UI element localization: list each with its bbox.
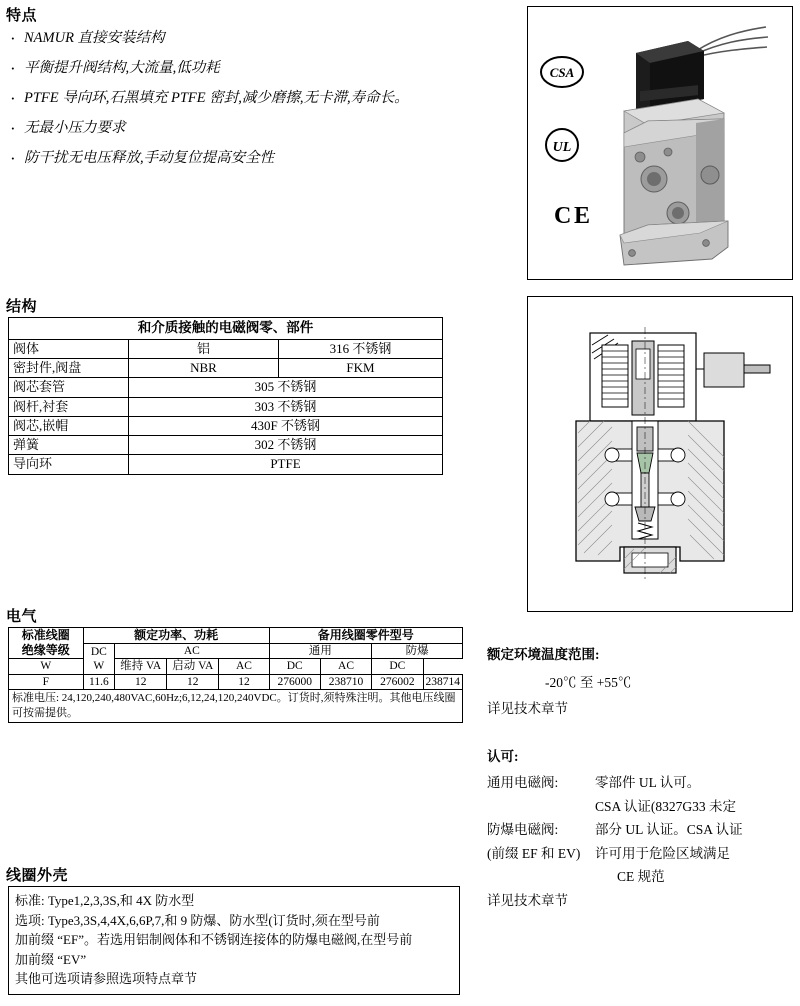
approval-label — [487, 796, 595, 818]
table-row — [9, 674, 463, 689]
solenoid-valve-photo — [528, 7, 792, 279]
col-header-general-ac: AC — [219, 659, 269, 674]
col-header-ac: AC — [115, 644, 269, 659]
col-header-ac-w: W — [9, 659, 84, 674]
cell-value: PTFE — [129, 455, 443, 474]
table-row — [9, 436, 443, 455]
list-item: · PTFE 导向环,石黑填充 PTFE 密封,减少磨擦,无卡滞,寿命长。 — [10, 88, 490, 109]
cell-ex-ac: 276002 — [372, 674, 423, 689]
table-row — [9, 397, 443, 416]
ambient-reference: 详见技术章节 — [487, 701, 568, 716]
cell-value: 铝 — [129, 339, 279, 358]
features-list — [10, 28, 490, 178]
cell-ac-w: 12 — [115, 674, 167, 689]
cell-value: 302 不锈钢 — [129, 436, 443, 455]
approval-label — [487, 866, 595, 888]
cell-inrush-va: 12 — [219, 674, 269, 689]
cell-value: 316 不锈钢 — [279, 339, 443, 358]
cell-general-ac: 276000 — [269, 674, 320, 689]
list-item: · 平衡提升阀结构,大流量,低功耗 — [10, 58, 490, 79]
electrical-note: 标准电压: 24,120,240,480VAC,60Hz;6,12,24,120,240VDC。订货时,须特殊注明。其他电压线圈可按需提供。 — [9, 690, 463, 723]
col-header-general: 通用 — [269, 644, 372, 659]
structure-table — [8, 317, 443, 475]
approval-label: 通用电磁阀: — [487, 775, 559, 790]
col-header-explosion: 防爆 — [372, 644, 463, 659]
coil-housing-heading: 线圈外壳 — [6, 867, 69, 884]
table-row — [9, 318, 443, 340]
structure-table-title: 和介质接触的电磁阀零、部件 — [9, 318, 443, 340]
table-row — [9, 659, 463, 674]
structure-heading: 结构 — [6, 298, 38, 315]
row-label: 阀体 — [9, 339, 129, 358]
row-label: 阀杆,衬套 — [9, 397, 129, 416]
row-label: 阀芯套管 — [9, 378, 129, 397]
approval-label: 防爆电磁阀: — [487, 822, 559, 838]
approvals-reference: 详见技术章节 — [487, 893, 568, 908]
row-label: 阀芯,嵌帽 — [9, 416, 129, 435]
coil-housing-line: 标准: Type1,2,3,3S,和 4X 防水型 — [15, 893, 195, 908]
approval-text: 许可用于危险区域满足 — [595, 845, 730, 861]
approval-text: 部分 UL 认证。CSA 认证 — [595, 822, 743, 838]
coil-housing-line: 选项: Type3,3S,4,4X,6,6P,7,和 9 防爆、防水型(订货时,须在型号前 — [15, 912, 380, 928]
approvals-heading: 认可: — [487, 749, 519, 764]
electrical-heading: 电气 — [6, 608, 38, 625]
product-photo-frame — [527, 6, 793, 280]
list-item: · 防干扰无电压释放,手动复位提高安全性 — [10, 148, 490, 169]
approvals-list — [487, 772, 792, 888]
ambient-value: -20℃ 至 +55℃ — [545, 675, 632, 690]
col-header-standard-coil: 标准线圈 绝缘等级 — [9, 628, 84, 659]
coil-housing-box — [8, 886, 460, 995]
row-label: 密封件,阀盘 — [9, 359, 129, 378]
features-heading: 特点 — [6, 7, 38, 24]
col-header-ex-dc: DC — [372, 659, 423, 674]
table-row — [9, 628, 463, 644]
coil-housing-line: 加前缀 “EF”。若选用铝制阀体和不锈钢连接体的防爆电磁阀,在型号前 — [15, 932, 413, 947]
table-row — [9, 690, 463, 723]
col-header-inrush-va: 启动 VA — [167, 659, 219, 674]
cell-value: 430F 不锈钢 — [129, 416, 443, 435]
approval-text: CE 规范 — [617, 869, 665, 885]
col-header-dc: DC W — [83, 644, 115, 675]
row-label: 导向环 — [9, 455, 129, 474]
approval-text: CSA 认证(8327G33 未定 — [595, 798, 737, 814]
coil-housing-line: 加前缀 “EV” — [15, 951, 87, 967]
col-header-hold-va: 维持 VA — [115, 659, 167, 674]
electrical-table — [8, 627, 463, 723]
col-header-power: 额定功率、功耗 — [83, 628, 269, 644]
table-row — [9, 339, 443, 358]
table-row — [9, 455, 443, 474]
cell-value: 305 不锈钢 — [129, 378, 443, 397]
cross-section-frame — [527, 296, 793, 612]
svg-text:C: C — [554, 203, 572, 229]
cell-value: 303 不锈钢 — [129, 397, 443, 416]
cell-value: FKM — [279, 359, 443, 378]
svg-text:CSA: CSA — [549, 65, 575, 80]
cell-hold-va: 12 — [167, 674, 219, 689]
list-item: · NAMUR 直接安装结构 — [10, 28, 490, 49]
ambient-heading: 额定环境温度范围: — [487, 647, 600, 662]
cell-class: F — [9, 674, 84, 689]
approval-text: 零部件 UL 认可。 — [595, 775, 701, 790]
list-item: · 无最小压力要求 — [10, 118, 490, 139]
valve-cross-section-diagram — [528, 297, 792, 611]
table-row — [9, 416, 443, 435]
approval-label: (前缀 EF 和 EV) — [487, 845, 581, 861]
col-header-spare: 备用线圈零件型号 — [269, 628, 462, 644]
cell-dc-w: 11.6 — [83, 674, 115, 689]
col-header-ex-ac: AC — [320, 659, 371, 674]
svg-text:UL: UL — [552, 140, 572, 155]
table-row — [9, 359, 443, 378]
col-header-general-dc: DC — [269, 659, 320, 674]
svg-text:E: E — [574, 203, 591, 229]
table-row — [9, 378, 443, 397]
cell-value: NBR — [129, 359, 279, 378]
cell-ex-dc: 238714 — [423, 674, 463, 689]
row-label: 弹簧 — [9, 436, 129, 455]
coil-housing-line: 其他可选项请参照选项特点章节 — [15, 971, 198, 986]
cell-general-dc: 238710 — [320, 674, 371, 689]
